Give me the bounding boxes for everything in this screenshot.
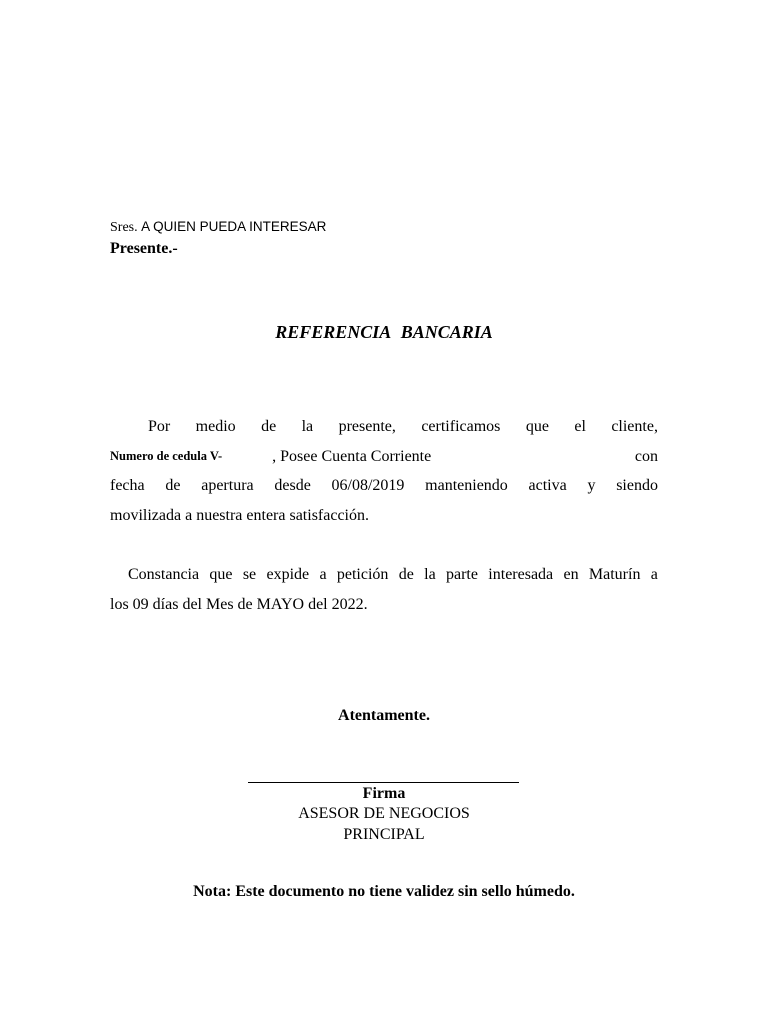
- word: en: [563, 566, 579, 583]
- signer-role: ASESOR DE NEGOCIOS: [298, 805, 470, 822]
- word: petición: [336, 566, 389, 583]
- word: Por: [148, 418, 171, 435]
- account-type-text: , Posee Cuenta Corriente: [272, 447, 432, 465]
- word: desde: [274, 477, 311, 494]
- word: Constancia: [128, 566, 200, 583]
- word: a: [650, 566, 658, 583]
- validity-note: Nota: Este documento no tiene validez sin sello húmedo.: [193, 883, 575, 900]
- word: siendo: [616, 477, 658, 494]
- paragraph-line: los 09 días del Mes de MAYO del 2022.: [110, 595, 368, 613]
- con-word: con: [634, 447, 658, 465]
- word: expide: [266, 566, 310, 583]
- salutation-recipient: A QUIEN PUEDA INTERESAR: [141, 219, 327, 234]
- presente-line: Presente.-: [110, 240, 178, 257]
- word: la: [301, 418, 314, 435]
- signature-line: [248, 782, 519, 783]
- word: fecha: [110, 477, 145, 494]
- word: la: [424, 566, 436, 583]
- word: cliente,: [611, 418, 658, 435]
- word: interesada: [488, 566, 554, 583]
- word: de: [165, 477, 181, 494]
- word: que: [209, 566, 233, 583]
- salutation-prefix: Sres.: [110, 220, 138, 235]
- word: apertura: [201, 477, 254, 494]
- paragraph-line: [110, 412, 658, 442]
- word: parte: [446, 566, 478, 583]
- word: que: [525, 418, 549, 435]
- salutation: [110, 219, 326, 236]
- word: se: [242, 566, 257, 583]
- paragraph-line: [110, 560, 658, 590]
- paragraph-line: [110, 442, 658, 472]
- document-title: REFERENCIA BANCARIA: [275, 322, 493, 342]
- word: 06/08/2019: [331, 477, 405, 494]
- word: a: [319, 566, 327, 583]
- word: certificamos: [421, 418, 501, 435]
- signature-label: Firma: [362, 785, 406, 802]
- word: el: [574, 418, 586, 435]
- paragraph-line: [110, 471, 658, 501]
- word: de: [261, 418, 277, 435]
- paragraph-line: movilizada a nuestra entera satisfacción.: [110, 506, 369, 524]
- word: presente,: [338, 418, 396, 435]
- certification-paragraph: [110, 412, 658, 530]
- word: activa: [528, 477, 567, 494]
- constancia-paragraph: [110, 560, 658, 619]
- signer-role-continued: PRINCIPAL: [343, 826, 425, 843]
- word: y: [587, 477, 596, 494]
- word: Maturín: [588, 566, 641, 583]
- word: manteniendo: [425, 477, 508, 494]
- closing-text: Atentamente.: [338, 707, 430, 724]
- word: medio: [195, 418, 236, 435]
- cedula-label: Numero de cedula V-: [110, 448, 223, 463]
- word: de: [398, 566, 414, 583]
